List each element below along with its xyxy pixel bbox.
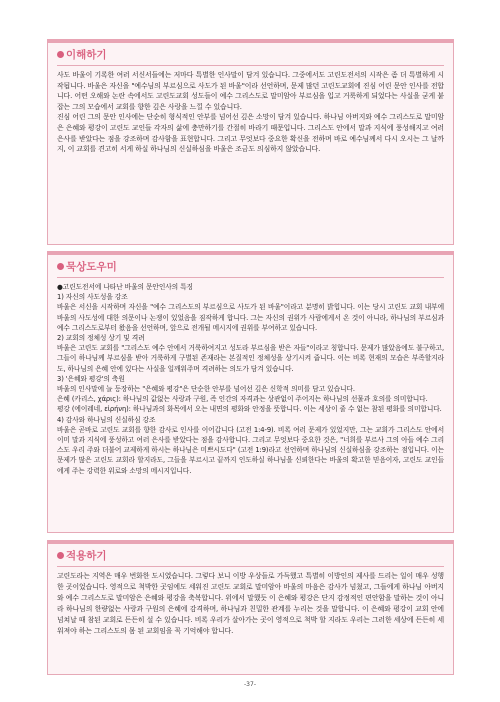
section-title-text: 적용하기 [66,550,107,562]
section-title [57,548,444,563]
paragraph: 4) 감사와 하나님의 신실하심 강조 [57,415,156,424]
bullet-dot-icon [57,263,64,270]
section-title-text: 이해하기 [66,49,107,61]
paragraph: 바울은 고린도 교회를 "그리스도 예수 안에서 거룩하여지고 성도라 부르심을 받은 자들"이라고 칭합니다. 문제가 많았음에도 불구하고, 그들이 하나님께 부르심을 받아 거룩하게 구별된 존재라는 본질적인 정체성을 상기시켜 줍니다. 이는 비록 현재의 모습은 부족할지라도, 하나님의 은혜 안에 있다는 사실을 일깨워주며 격려하는 의도가 담겨 있습니다. [57,344,444,373]
section-body [57,70,444,155]
paragraph: 진심 어린 그의 문안 인사에는 단순히 형식적인 안부를 넘어선 깊은 소망이 담겨 있습니다. 하나님 아버지와 예수 그리스도로 말미암은 은혜와 평강이 고린도 교인들 각자의 삶에 충만하기를 간절히 바라기 때문입니다. 그리스도 안에서 말과 지식에 풍성해지고 여러 은사를 받았다는 점을 강조하며 감사함을 표현합니다. 그리고 무엇보다 중요한 확신을 전하며 바로 예수님께서 다시 오시는 그 날까지, 이 교회를 견고히 서게 하실 하나님의 신실하심을 바울은 조금도 의심하지 않았습니다. [57,113,444,154]
paragraph: 사도 바울이 기록한 여러 서신서들에는 저마다 특별한 인사말이 담겨 있습니다. 그중에서도 고린도전서의 시작은 좀 더 특별하게 시작됩니다. 바울은 자신을 "예수님의 부르심으로 사도가 된 바울"이라 선언하며, 문제 많던 고린도교회에 진심 어린 문안 인사를 전합니다. 어떤 오해와 논란 속에서도 고린도교회 성도들이 예수 그리스도로 말미암아 부르심을 입고 거룩하게 되었다는 사실을 굳게 붙잡는 그의 모습에서 교회를 향한 깊은 사랑을 느낄 수 있습니다. [57,71,444,111]
paragraph: 1) 자신의 사도성을 강조 [57,293,128,302]
section-title-text: 묵상도우미 [66,261,117,273]
paragraph: 고린도라는 지역은 매우 번화한 도시였습니다. 그렇다 보니 이방 우상들로 가득했고 특별히 이방인의 제사를 드리는 일이 매우 성행한 곳이었습니다. 영적으로 척박한 곳임에도 세워진 고린도 교회로 말미암아 바울의 마음은 감사가 넘쳤고, 그들에게 하나님 아버지와 예수 그리스도로 말미암은 은혜와 평강을 축복합니다. 위에서 말했듯 이 은혜와 평강은 단지 감정적인 편안함을 말하는 것이 아니라 하나님의 한량없는 사랑과 구원의 은혜에 감격하며, 하나님과 친밀한 관계를 누리는 것을 말합니다. 이 은혜와 평강이 교회 안에 넘쳐날 때 참된 교회로 든든히 설 수 있습니다. 비록 우리가 살아가는 곳이 영적으로 척박 할 지라도 우리는 그러한 세상에 든든히 세워져야 하는 그리스도의 몸 된 교회임을 꼭 기억해야 합니다. [57,572,444,635]
paragraph: 2) 교회의 정체성 상기 및 격려 [57,334,145,343]
page-number: -37- [244,681,256,688]
bullet-dot-icon [57,51,64,58]
paragraph: 3) '은혜와 평강'의 축원 [57,374,125,383]
section-body [57,282,444,476]
paragraph: 바울은 곧바로 고린도 교회를 향한 감사로 인사를 이어갑니다 (고전 1:4-9). 비록 여러 문제가 있었지만, 그는 교회가 그리스도 안에서 이미 말과 지식에 풍성하고 여러 은사를 받았다는 점을 감사합니다. 그리고 무엇보다 중요한 것은, "너희를 부르사 그의 아들 예수 그리스도 우리 주와 더불어 교제하게 하시는 하나님은 미쁘시도다" (고전 1:9)라고 선언하며 하나님의 신실하심을 강조하는 점입니다. 이는 문제가 많은 고린도 교회라 할지라도, 그들을 부르시고 끝까지 인도하실 하나님을 신뢰한다는 바울의 확고한 믿음이자, 고린도 교인들에게 주는 강력한 위로와 소망의 메시지입니다. [57,425,444,475]
paragraph: 바울의 인사말에 늘 등장하는 "은혜와 평강"은 단순한 안부를 넘어선 깊은 신학적 의미를 담고 있습니다. [57,385,355,394]
bullet-dot-icon [57,552,64,559]
paragraph: 평강 (에이레네, εἰρήνη): 하나님과의 화목에서 오는 내면의 평화와 안정을 뜻합니다. 이는 세상이 줄 수 없는 참된 평화를 의미합니다. [57,405,442,414]
title-divider [57,277,444,278]
section-meditation-helper [47,251,454,533]
section-application [47,540,454,675]
paragraph: 은혜 (카리스, χάρις): 하나님의 값없는 사랑과 구원, 즉 인간의 자격과는 상관없이 주어지는 하나님의 선물과 호의를 의미합니다. [57,395,428,404]
section-body [57,571,444,637]
section-understanding [47,39,454,245]
section-title [57,47,444,62]
paragraph: 바울은 서신을 시작하며 자신을 "예수 그리스도의 부르심으로 사도가 된 바울"이라고 분명히 밝힙니다. 이는 당시 고린도 교회 내부에 바울의 사도성에 대한 의문이나 논쟁이 있었음을 짐작하게 합니다. 그는 자신의 권위가 사람에게서 온 것이 아니라, 하나님의 부르심과 예수 그리스도로부터 왔음을 선언하며, 앞으로 전개될 메시지에 권위를 부여하고 있습니다. [57,303,444,332]
paragraph: ●고린도전서에 나타난 바울의 문안인사의 특징 [57,283,193,291]
section-title [57,259,444,274]
title-divider [57,566,444,567]
title-divider [57,65,444,66]
